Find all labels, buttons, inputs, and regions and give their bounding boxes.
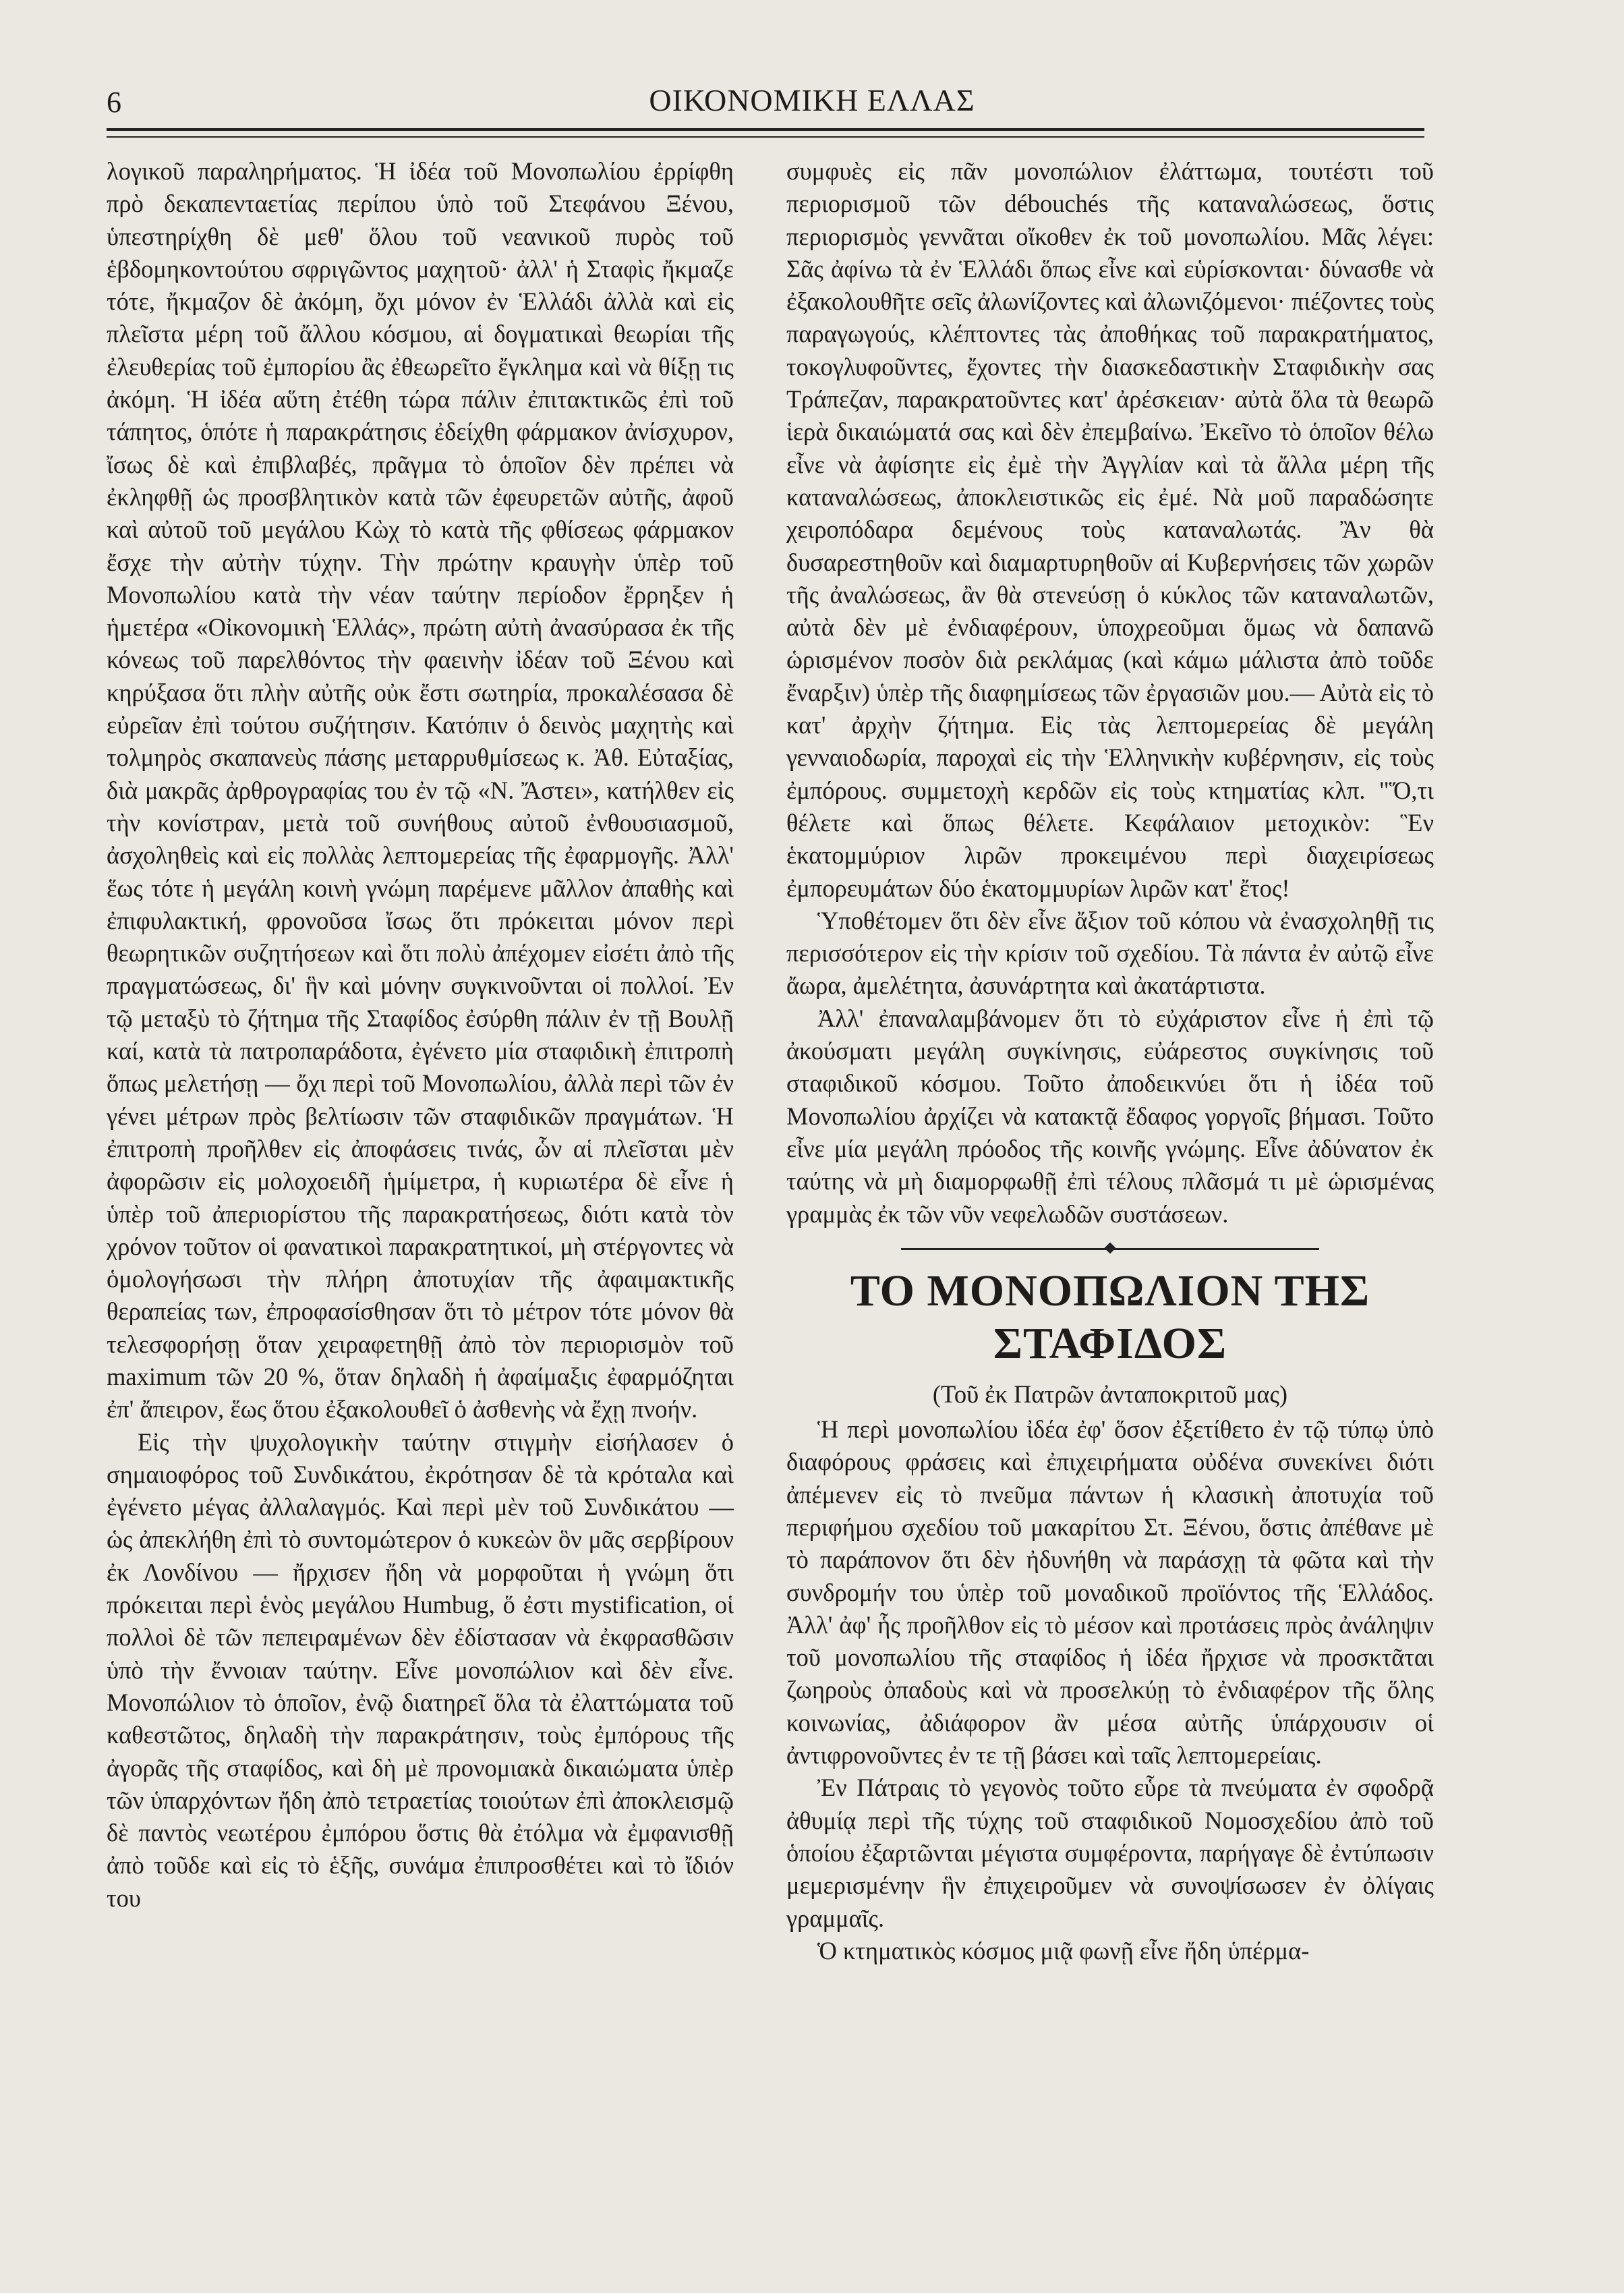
article-byline: (Τοῦ ἐκ Πατρῶν ἀνταποκριτοῦ μας) [932,1380,1288,1408]
header-rule-thick [107,128,1424,131]
divider-ornament [1105,1242,1116,1253]
header-rule-thin [107,136,1424,138]
paragraph: λογικοῦ παραληρήματος. Ἡ ἰδέα τοῦ Μονοπωλίου ἐρρίφθη πρὸ δεκαπενταετίας περίπου ὑπὸ τοῦ Στεφάνου Ξένου, ὑπεστηρίχθη δὲ μεθ' ὅλου τοῦ νεανικοῦ πυρὸς τοῦ ἑβδομηκοντούτου σφριγῶντος μαχητοῦ· ἀλλ' ἡ Σταφὶς ἤκμαζε τότε, ἤκμαζον δὲ ἀκόμη, ὄχι μόνον ἐν Ἑλλάδι ἀλλὰ καὶ εἰς πλεῖστα μέρη τοῦ ἄλλου κόσμου, αἱ δογματικαὶ θεωρίαι τῆς ἐλευθερίας τοῦ ἐμπορίου ἂς ἐθεωρεῖτο ἔγκλημα καὶ νὰ θίξῃ τις ἀκόμη. Ἡ ἰδέα αὕτη ἐτέθη τώρα πάλιν ἐπιτακτικῶς ἐπὶ τοῦ τάπητος, ὁπότε ἡ παρακράτησις ἐδείχθη φάρμακον ἀνίσχυρον, ἴσως δὲ καὶ ἐπιβλαβές, πρᾶγμα τὸ ὁποῖον δὲν πρέπει νὰ ἐκληφθῇ ὡς προσβλητικὸν κατὰ τῶν ἐφευρετῶν αὐτῆς, ἀφοῦ καὶ αὐτοῦ τοῦ μεγάλου Κὼχ τὸ κατὰ τῆς φθίσεως φάρμακον ἔσχε τὴν αὐτὴν τύχην. Τὴν πρώτην κραυγὴν ὑπὲρ τοῦ Μονοπωλίου κατὰ τὴν νέαν ταύτην περίοδον ἔρρηξεν ἡ ἡμετέρα «Οἰκονομικὴ Ἑλλάς», πρώτη αὐτὴ ἀνασύρασα ἐκ τῆς κόνεως τοῦ παρελθόντος τὴν φαεινὴν ἰδέαν τοῦ Ξένου καὶ κηρύξασα ὅτι πλὴν αὐτῆς οὐκ ἔστι σωτηρία, προκαλέσασα δὲ εὐρεῖαν ἐπὶ τούτου συζήτησιν. Κατόπιν ὁ δεινὸς μαχητὴς καὶ τολμηρὸς σκαπανεὺς πάσης μεταρρυθμίσεως κ. Ἀθ. Εὐταξίας, διὰ μακρᾶς ἀρθρογραφίας του ἐν τῷ «Ν. Ἄστει», κατήλθεν εἰς τὴν κονίστραν, μετὰ τοῦ συνήθους αὐτοῦ ἐνθουσιασμοῦ, ἀσχοληθεὶς καὶ εἰς πολλὰς λεπτομερείας τῆς ἐφαρμογῆς. Ἀλλ' ἕως τότε ἡ μεγάλη κοινὴ γνώμη παρέμενε μᾶλλον ἀπαθὴς καὶ ἐπιφυλακτική, φρονοῦσα ἴσως ὅτι πρόκειται μόνον περὶ θεωρητικῶν συζητήσεων καὶ ὅτι πολὺ ἀπέχομεν εἰσέτι ἀπὸ τῆς πραγματώσεως, δι' ἣν καὶ μόνην συγκινοῦνται οἱ πολλοί. Ἐν τῷ μεταξὺ τὸ ζήτημα τῆς Σταφίδος ἐσύρθη πάλιν ἐν τῇ Βουλῇ καί, κατὰ τὰ πατροπαράδοτα, ἐγένετο μία σταφιδικὴ ἐπιτροπὴ ὅπως μελετήσῃ — ὄχι περὶ τοῦ Μονοπωλίου, ἀλλὰ περὶ τῶν ἐν γένει μέτρων πρὸς βελτίωσιν τῶν σταφιδικῶν πραγμάτων. Ἡ ἐπιτροπὴ προῆλθεν εἰς ἀποφάσεις τινάς, ὧν αἱ πλεῖσται μὲν ἀφορῶσιν εἰς μολοχοειδῆ ἡμίμετρα, ἡ κυριωτέρα δὲ εἶνε ἡ ὑπὲρ τοῦ ἀπεριορίστου τῆς παρακρατήσεως, διότι κατὰ τὸν χρόνον τοῦτον οἱ φανατικοὶ παρακρατητικοί, μὴ στέργοντες νὰ ὁμολογήσωσι τὴν πλήρη ἀποτυχίαν τῆς ἀφαιμακτικῆς θεραπείας των, ἐπροφασίσθησαν ὅτι τὸ μέτρον τότε μόνον θὰ τελεσφορήσῃ ὅταν χειραφετηθῇ ἀπὸ τὸν περιορισμὸν τοῦ maximum τῶν 20 %, ὅταν δηλαδὴ ἡ ἀφαίμαξις ἐφαρμόζηται ἐπ' ἄπειρον, ἕως ὅτου ἐξακολουθεῖ ὁ ἀσθενὴς νὰ ἔχῃ πνοήν. [107,157,734,1423]
paragraph: Ὁ κτηματικὸς κόσμος μιᾷ φωνῇ εἶνε ἤδη ὑπέρμα- [817,1936,1310,1964]
right-column [786,155,1434,1967]
left-column [107,155,734,1915]
paragraph: Εἰς τὴν ψυχολογικὴν ταύτην στιγμὴν εἰσήλασεν ὁ σημαιοφόρος τοῦ Συνδικάτου, ἐκρότησαν δὲ τὰ κρόταλα καὶ ἐγένετο μέγας ἀλλαλαγμός. Καὶ περὶ μὲν τοῦ Συνδικάτου — ὡς ἀπεκλήθη ἐπὶ τὸ συντομώτερον ὁ κυκεὼν ὃν μᾶς σερβίρουν ἐκ Λονδίνου — ἤρχισεν ἤδη νὰ μορφοῦται ἡ γνώμη ὅτι πρόκειται περὶ ἑνὸς μεγάλου Humbug, ὅ ἐστι mystification, οἱ πολλοὶ δὲ τῶν πεπειραμένων δὲν ἐδίστασαν νὰ ἐκφρασθῶσιν ὑπὸ τὴν ἔννοιαν ταύτην. Εἶνε μονοπώλιον καὶ δὲν εἶνε. Μονοπώλιον τὸ ὁποῖον, ἐνῷ διατηρεῖ ὅλα τὰ ἐλαττώματα τοῦ καθεστῶτος, δηλαδὴ τὴν παρακράτησιν, τοὺς ἐμπόρους τῆς ἀγορᾶς τῆς σταφίδος, καὶ δὴ μὲ προνομιακὰ δικαιώματα ὑπὲρ τῶν ὑπαρχόντων ἤδη ἀπὸ τετραετίας τοιούτων ἐπὶ ἀποκλεισμῷ δὲ παντὸς νεωτέρου ἐμπόρου ὅστις θὰ ἐτόλμα νὰ ἐμφανισθῇ ἀπὸ τοῦδε καὶ εἰς τὸ ἑξῆς, συνάμα ἐπιπροσθέτει καὶ τὸ ἴδιόν του [107,1427,734,1912]
paragraph: Ἀλλ' ἐπαναλαμβάνομεν ὅτι τὸ εὐχάριστον εἶνε ἡ ἐπὶ τῷ ἀκούσματι μεγάλη συγκίνησις, εὐάρεστος συγκίνησις τοῦ σταφιδικοῦ κόσμου. Τοῦτο ἀποδεικνύει ὅτι ἡ ἰδέα τοῦ Μονοπωλίου ἀρχίζει νὰ κατακτᾷ ἔδαφος γοργοῖς βήμασι. Τοῦτο εἶνε μία μεγάλη πρόοδος τῆς κοινῆς γνώμης. Εἶνε ἀδύνατον ἐκ ταύτης νὰ μὴ διαμορφωθῇ ἐπὶ τέλους πλᾶσμά τι μὲ ὡρισμένας γραμμὰς ἐκ τῶν νῦν νεφελωδῶν συστάσεων. [786,1004,1434,1228]
running-title: ΟΙΚΟΝΟΜΙΚΗ ΕΛΛΑΣ [649,83,975,117]
page-number: 6 [107,86,121,119]
paragraph: Ὑποθέτομεν ὅτι δὲν εἶνε ἄξιον τοῦ κόπου νὰ ἐνασχοληθῇ τις περισσότερον εἰς τὴν κρίσιν τοῦ σχεδίου. Τὰ πάντα ἐν αὐτῷ εἶνε ἄωρα, ἀμελέτητα, ἀσυνάρτητα καὶ ἀκατάρτιστα. [786,906,1434,1000]
paragraph: συμφυὲς εἰς πᾶν μονοπώλιον ἐλάττωμα, τουτέστι τοῦ περιορισμοῦ τῶν débouchés τῆς καταναλώσεως, ὅστις περιορισμὸς γεννᾶται οἴκοθεν ἐκ τοῦ μονοπωλίου. Μᾶς λέγει: Σᾶς ἀφίνω τὰ ἐν Ἑλλάδι ὅπως εἶνε καὶ εὑρίσκονται· δύνασθε νὰ ἐξακολουθῆτε σεῖς ἀλωνίζοντες καὶ ἀλωνιζόμενοι· πιέζοντες τοὺς παραγωγούς, κλέπτοντες τὰς ἀποθήκας τοῦ παρακρατήματος, τοκογλυφοῦντες, ἔχοντες τὴν διασκεδαστικὴν Σταφιδικὴν σας Τράπεζαν, παρακρατοῦντες κατ' ἀρέσκειαν· αὐτὰ ὅλα τὰ θεωρῶ ἱερὰ δικαιώματά σας καὶ δὲν ἐπεμβαίνω. Ἐκεῖνο τὸ ὁποῖον θέλω εἶνε νὰ ἀφίσητε εἰς ἐμὲ τὴν Ἀγγλίαν καὶ τὰ ἄλλα μέρη τῆς καταναλώσεως, ἀποκλειστικῶς εἰς ἐμέ. Νὰ μοῦ παραδώσητε χειροπόδαρα δεμένους τοὺς καταναλωτάς. Ἂν θὰ δυσαρεστηθοῦν καὶ διαμαρτυρηθοῦν αἱ Κυβερνήσεις τῶν χωρῶν τῆς ἀναλώσεως, ἂν θὰ στενεύσῃ ὁ κύκλος τῶν καταναλωτῶν, αὐτὰ δὲν μὲ ἐνδιαφέρουν, ὑποχρεοῦμαι ὅμως νὰ δαπανῶ ὡρισμένον ποσὸν διὰ ρεκλάμας (καὶ κάμω μάλιστα ἀπὸ τοῦδε ἔναρξιν) ὑπὲρ τῆς διαφημίσεως τῶν ἐργασιῶν μου.— Αὐτὰ εἰς τὸ κατ' ἀρχὴν ζήτημα. Εἰς τὰς λεπτομερείας δὲ μεγάλη γενναιοδωρία, παροχαὶ εἰς τὴν Ἑλληνικὴν κυβέρνησιν, εἰς τοὺς ἐμπόρους. συμμετοχὴ κερδῶν εἰς τοὺς κτηματίας κλπ. "Ὅ,τι θέλετε καὶ ὅπως θέλετε. Κεφάλαιον μετοχικὸν: Ἓν ἑκατομμύριον λιρῶν προκειμένου περὶ διαχειρίσεως ἐμπορευμάτων δύο ἑκατομμυρίων λιρῶν κατ' ἔτος! [786,157,1434,902]
paragraph: Ἐν Πάτραις τὸ γεγονὸς τοῦτο εὗρε τὰ πνεύματα ἐν σφοδρᾷ ἀθυμίᾳ περὶ τῆς τύχης τοῦ σταφιδικοῦ Νομοσχεδίου ἀπὸ τοῦ ὁποίου ἐξαρτῶνται μέγιστα συμφέροντα, παρήγαγε δὲ ἐντύπωσιν μεμερισμένην ἣν ἐπιχειροῦμεν νὰ συνοψίσωσεν ἐν ὀλίγαις γραμμαῖς. [786,1774,1434,1932]
paragraph: Ἡ περὶ μονοπωλίου ἰδέα ἐφ' ὅσον ἐξετίθετο ἐν τῷ τύπῳ ὑπὸ διαφόρους φράσεις καὶ ἐπιχειρήματα οὐδένα συνεκίνει διότι ἀπέμενεν εἰς τὸ πνεῦμα πάντων ἡ κλασικὴ ἀποτυχία τοῦ περιφήμου σχεδίου τοῦ μακαρίτου Στ. Ξένου, ὅστις ἀπέθανε μὲ τὸ παράπονον ὅτι δὲν ἠδυνήθη νὰ παράσχῃ τὰ φῶτα καὶ τὴν συνδρομήν του ὑπὲρ τοῦ μοναδικοῦ προϊόντος τῆς Ἑλλάδος. Ἀλλ' ἀφ' ἧς προῆλθον εἰς τὸ μέσον καὶ προτάσεις πρὸς ἀνάληψιν τοῦ μονοπωλίου τῆς σταφίδος ἡ ἰδέα ἤρχισε νὰ προσκτᾶται ζωηροὺς ὀπαδοὺς καὶ νὰ προσελκύῃ τὸ ἐνδιαφέρον τῆς ὅλης κοινωνίας, ἀδιάφορον ἂν μέσα αὐτῆς ὑπάρχουσιν οἱ ἀντιφρονοῦντες ἐν τε τῇ βάσει καὶ ταῖς λεπτομερείαις. [786,1415,1434,1770]
article-title: ΤΟ ΜΟΝΟΠΩΛΙΟΝ ΤΗΣ ΣΤΑΦΙΔΟΣ [850,1266,1370,1368]
section-divider [901,1248,1319,1250]
